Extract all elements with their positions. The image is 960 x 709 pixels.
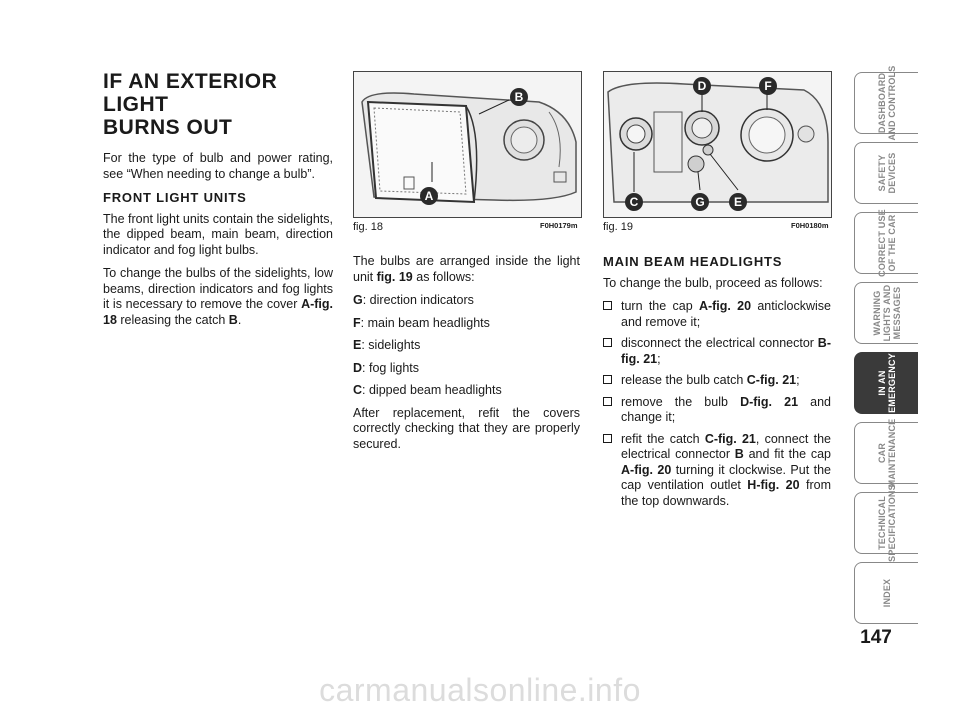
column-main-beam <box>603 254 831 515</box>
procedure-intro: To change the bulb, proceed as follows: <box>603 275 823 290</box>
list-item: disconnect the electrical connector B-fig. 21; <box>603 336 831 367</box>
watermark: carmanualsonline.info <box>319 672 641 708</box>
label-d-badge: D <box>693 77 711 95</box>
figure-19-illustration <box>603 71 832 218</box>
paragraph-cover: To change the bulbs of the sidelights, low beams, direction indicators and fog lights it is necessary to remove the cover A-fig. 18 releasing the catch B. <box>103 266 333 327</box>
tab-safety-devices[interactable]: SAFETY DEVICES <box>854 142 918 204</box>
tab-warning-lights[interactable]: WARNING LIGHTS AND MESSAGES <box>854 282 918 344</box>
bulb-list-intro: The bulbs are arranged inside the light unit fig. 19 as follows: <box>353 254 580 284</box>
refit-paragraph: After replacement, refit the covers correctly checking that they are properly secured. <box>353 405 580 451</box>
tab-in-an-emergency[interactable]: IN AN EMERGENCY <box>854 352 918 414</box>
procedure-steps <box>603 299 831 509</box>
section-heading: FRONT LIGHT UNITS <box>103 190 247 205</box>
paragraph-units: The front light units contain the sidelights, the dipped beam, main beam, direction indicator and fog light bulbs. <box>103 211 333 257</box>
list-item: C: dipped beam headlights <box>353 383 502 397</box>
page-number: 147 <box>860 627 892 648</box>
tab-correct-use[interactable]: CORRECT USE OF THE CAR <box>854 212 918 274</box>
label-f-badge: F <box>759 77 777 95</box>
column-bulb-list <box>353 254 580 460</box>
figure-18-code: F0H0179m <box>540 221 578 230</box>
tab-dashboard-and-controls[interactable]: DASHBOARD AND CONTROLS <box>854 72 918 134</box>
figure-18-caption: fig. 18 <box>353 221 383 233</box>
checkbox-bullet-icon <box>603 338 612 347</box>
label-g-badge: G <box>691 193 709 211</box>
figure-18-illustration <box>353 71 582 218</box>
label-e-badge: E <box>729 193 747 211</box>
list-item: remove the bulb D-fig. 21 and change it; <box>603 395 831 426</box>
list-item: G: direction indicators <box>353 293 474 307</box>
list-item: E: sidelights <box>353 338 421 352</box>
list-item: D: fog lights <box>353 360 420 375</box>
intro-paragraph: For the type of bulb and power rating, see “When needing to change a bulb”. <box>103 151 333 181</box>
tab-index[interactable]: INDEX <box>854 562 918 624</box>
headlight-cover-drawing <box>354 72 581 217</box>
checkbox-bullet-icon <box>603 434 612 443</box>
label-b-badge: B <box>510 88 528 106</box>
label-a-badge: A <box>420 187 438 205</box>
list-item: refit the catch C-fig. 21, connect the electrical connector B and fit the cap A-fig. 20 turning it clockwise. Put the cap ventilation outlet H-fig. 20 from the top downwards. <box>603 432 831 510</box>
figure-19-caption: fig. 19 <box>603 221 633 233</box>
chapter-tabs <box>854 65 920 632</box>
list-item: F: main beam headlights <box>353 315 490 330</box>
list-item: release the bulb catch C-fig. 21; <box>603 373 831 389</box>
checkbox-bullet-icon <box>603 375 612 384</box>
label-c-badge: C <box>625 193 643 211</box>
figure-19-code: F0H0180m <box>791 221 829 230</box>
page-title: IF AN EXTERIOR LIGHT BURNS OUT <box>103 70 278 139</box>
checkbox-bullet-icon <box>603 301 612 310</box>
list-item: turn the cap A-fig. 20 anticlockwise and remove it; <box>603 299 831 330</box>
column-intro <box>103 70 333 336</box>
tab-car-maintenance[interactable]: CAR MAINTENANCE <box>854 422 918 484</box>
tab-technical-specifications[interactable]: TECHNICAL SPECIFICATIONS <box>854 492 918 554</box>
checkbox-bullet-icon <box>603 397 612 406</box>
section-heading: MAIN BEAM HEADLIGHTS <box>603 254 783 269</box>
